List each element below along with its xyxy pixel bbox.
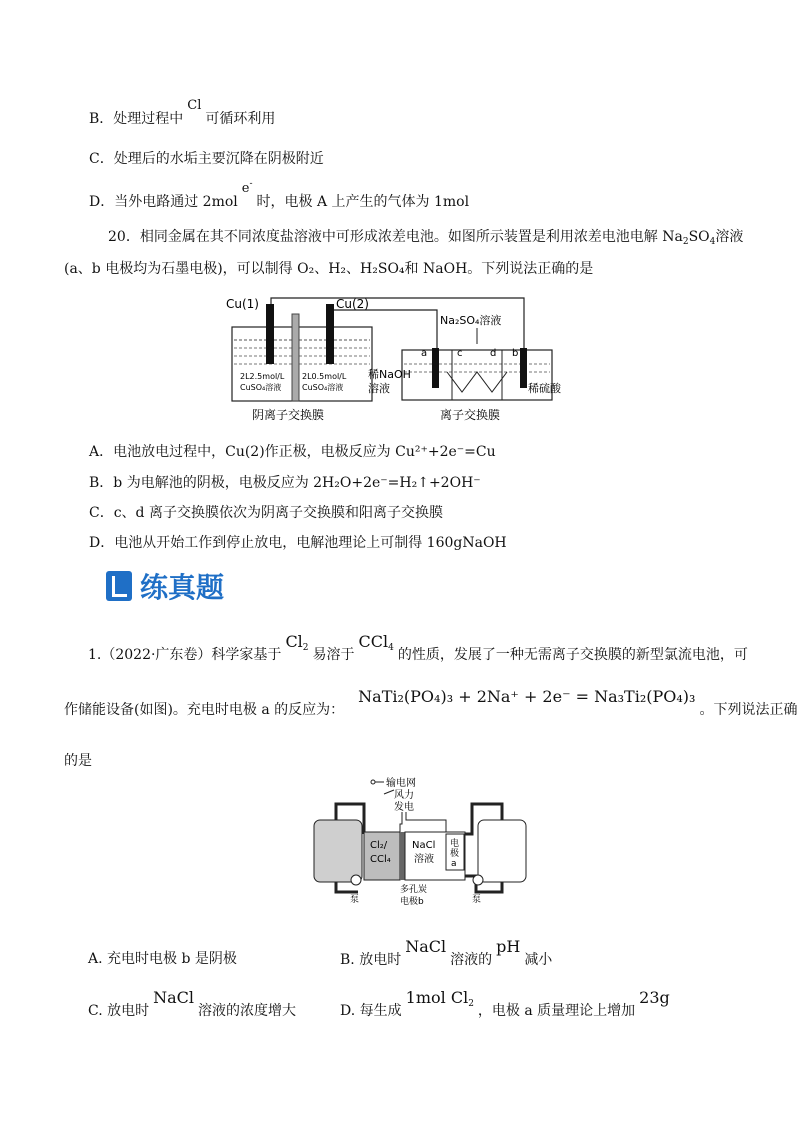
q1-stem-line1: 1.（2022·广东卷）科学家基于$Cl_2$ 易溶于CCl$_4$ 的性质，发展了一种无需离子交换膜的新型氯流电池，可: [88, 632, 748, 663]
section-title: 练真题: [140, 571, 225, 604]
q1-option-c: C. 放电时NaCl溶液的浓度增大: [88, 988, 297, 1019]
svg-text:稀NaOH: 稀NaOH: [368, 368, 411, 381]
svg-text:风力: 风力: [394, 790, 414, 801]
svg-text:泵: 泵: [350, 895, 360, 905]
q19-optb-text: B．处理过程中: [89, 111, 184, 127]
q1-stem-line2: 作储能设备(如图)。充电时电极 a 的反应为：NaTi₂(PO₄)₃ + 2Na⁺ + 2e⁻ = Na₃Ti₂(PO₄)₃。下列说法正确: [64, 687, 798, 718]
q19-option-d: [89, 179, 470, 212]
svg-text:多孔炭: 多孔炭: [400, 885, 428, 895]
q20-option-a: A．电池放电过程中，Cu(2)作正极，电极反应为 Cu²⁺+2e⁻=Cu: [89, 444, 496, 460]
q20-option-d: D．电池从开始工作到停止放电，电解池理论上可制得 160gNaOH: [89, 535, 507, 551]
section-header: [106, 566, 224, 606]
svg-text:2L2.5mol/L: 2L2.5mol/L: [240, 372, 285, 381]
svg-text:a: a: [421, 348, 428, 359]
book-icon: [106, 571, 132, 601]
q1-equation: NaTi₂(PO₄)₃ + 2Na⁺ + 2e⁻ = Na₃Ti₂(PO₄)₃: [358, 687, 696, 706]
q1-option-b: B. 放电时NaCl溶液的pH减小: [340, 937, 553, 968]
svg-text:输电网: 输电网: [386, 778, 416, 789]
q19-option-b: [89, 98, 276, 129]
svg-text:CCl₄: CCl₄: [370, 854, 391, 865]
svg-text:离子交换膜: 离子交换膜: [440, 408, 501, 422]
q20-stem-line1: 20．相同金属在其不同浓度盐溶液中可形成浓差电池。如图所示装置是利用浓差电池电解 $Na_2SO_4$溶液: [108, 229, 744, 247]
svg-text:NaCl: NaCl: [412, 840, 436, 851]
q20-stem-line2: (a、b 电极均为石墨电极)，可以制得 O₂、H₂、H₂SO₄和 NaOH。下列说法正确的是: [64, 261, 594, 277]
svg-text:b: b: [512, 348, 519, 359]
svg-text:Cl₂/: Cl₂/: [370, 840, 388, 851]
svg-text:溶液: 溶液: [414, 854, 434, 865]
q20-option-b: B．b 为电解池的阴极，电极反应为 2H₂O+2e⁻=H₂↑+2OH⁻: [89, 475, 481, 491]
svg-text:泵: 泵: [472, 895, 482, 905]
q19-optd-chem: e-: [241, 179, 253, 196]
q19-optb-chem: Cl: [187, 98, 202, 113]
cu1-label: Cu(1): [226, 297, 259, 311]
svg-text:CuSO₄溶液: CuSO₄溶液: [302, 383, 344, 392]
cu2-electrode: [326, 304, 334, 364]
q1-option-d: D. 每生成1mol $Cl_2$ ，电极 a 质量理论上增加23g: [340, 988, 670, 1019]
q20-option-c: C．c、d 离子交换膜依次为阴离子交换膜和阳离子交换膜: [89, 505, 443, 521]
electrode-a: [432, 348, 439, 388]
q20-figure: [222, 292, 574, 430]
svg-text:发电: 发电: [394, 802, 414, 813]
q19-optd-text: D．当外电路通过 2mol: [89, 194, 238, 210]
cu2-label: Cu(2): [336, 297, 369, 311]
q1-option-a: A. 充电时电极 b 是阴极: [88, 951, 237, 967]
svg-text:CuSO₄溶液: CuSO₄溶液: [240, 383, 282, 392]
electrode-b: [520, 348, 527, 388]
svg-text:d: d: [490, 348, 497, 359]
svg-text:电极b: 电极b: [400, 897, 424, 907]
svg-text:极: 极: [450, 849, 460, 859]
svg-text:阴离子交换膜: 阴离子交换膜: [252, 408, 325, 422]
q1-stem-line3: 的是: [64, 753, 92, 769]
q1-figure: [306, 776, 534, 908]
svg-text:Na₂SO₄溶液: Na₂SO₄溶液: [440, 314, 502, 327]
svg-text:电: 电: [450, 839, 460, 849]
svg-text:c: c: [457, 348, 463, 359]
svg-text:稀硫酸: 稀硫酸: [528, 382, 561, 395]
cu1-electrode: [266, 304, 274, 364]
svg-text:2L0.5mol/L: 2L0.5mol/L: [302, 372, 347, 381]
q19-optd-text2: 时，电极 A 上产生的气体为 1mol: [256, 194, 470, 210]
q19-option-c: C．处理后的水垢主要沉降在阴极附近: [89, 151, 324, 167]
svg-text:a: a: [451, 859, 457, 869]
q19-optb-text2: 可循环利用: [205, 111, 276, 127]
svg-text:溶液: 溶液: [368, 382, 390, 395]
